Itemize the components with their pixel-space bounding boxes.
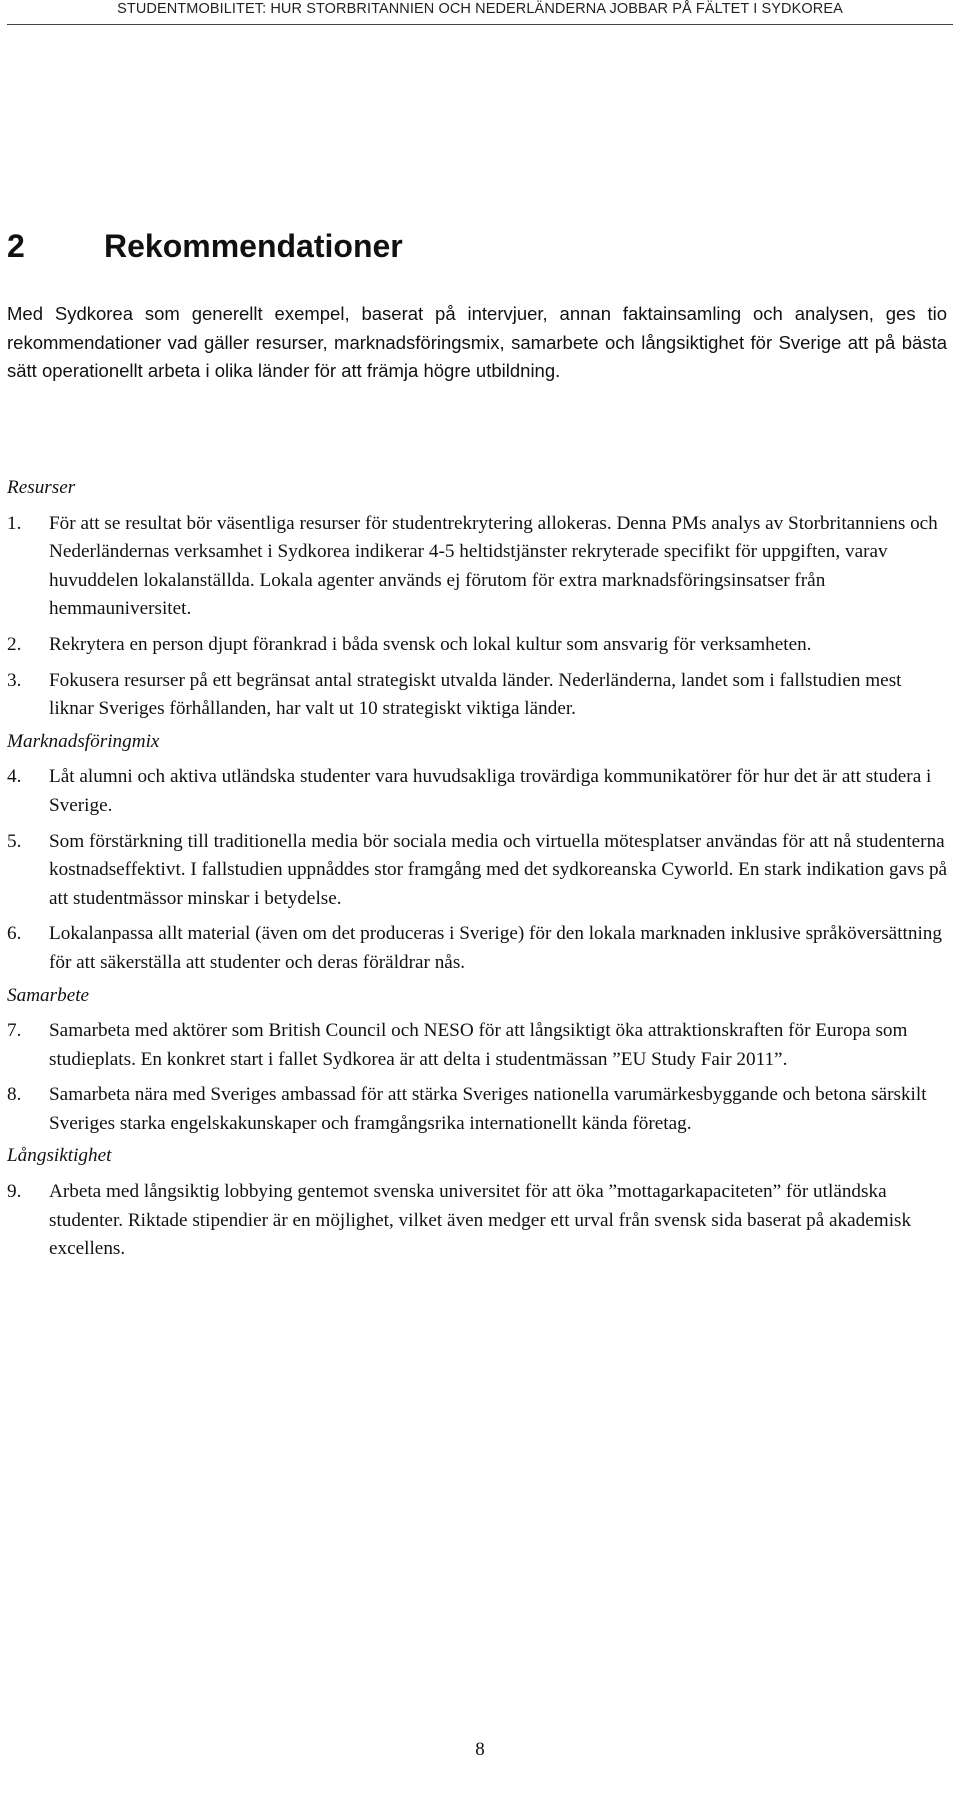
item-number: 9. bbox=[7, 1181, 22, 1203]
item-text: Låt alumni och aktiva utländska studenter vara huvudsakliga trovärdiga kommunikatörer för hur det är att studera i Sverige. bbox=[49, 766, 932, 816]
section-heading-samarbete: Samarbete bbox=[7, 984, 90, 1006]
running-header: STUDENTMOBILITET: HUR STORBRITANNIEN OCH NEDERLÄNDERNA JOBBAR PÅ FÄLTET I SYDKOREA bbox=[117, 1, 843, 17]
item-text: Rekrytera en person djupt förankrad i båda svensk och lokal kultur som ansvarig för verksamheten. bbox=[49, 633, 812, 655]
recommendation-item bbox=[7, 920, 951, 977]
recommendation-item bbox=[7, 828, 951, 914]
item-number: 8. bbox=[7, 1084, 22, 1106]
item-number: 6. bbox=[7, 923, 22, 945]
item-text: Lokalanpassa allt material (även om det produceras i Sverige) för den lokala marknaden inklusive språköversättning för att säkerställa att studenter och deras föräldrar nås. bbox=[49, 923, 942, 973]
item-number: 4. bbox=[7, 766, 22, 788]
chapter-heading bbox=[7, 228, 403, 265]
recommendation-item bbox=[7, 763, 951, 820]
recommendation-item bbox=[7, 510, 951, 624]
section-heading-resurser: Resurser bbox=[7, 477, 76, 498]
recommendation-item bbox=[7, 1178, 951, 1264]
item-text: Fokusera resurser på ett begränsat antal strategiskt utvalda länder. Nederländerna, landet som i fallstudien mest liknar Sveriges förhållanden, har valt ut 10 strategiskt viktiga länder. bbox=[49, 669, 902, 720]
item-number: 3. bbox=[7, 669, 22, 691]
item-text: Samarbeta med aktörer som British Council och NESO för att långsiktigt öka attraktionskraften för Europa som studieplats. En konkret start i fallet Sydkorea är att delta i studentmässan ”EU Study Fair 2011”. bbox=[49, 1020, 908, 1070]
recommendation-item bbox=[7, 631, 951, 660]
intro-paragraph: Med Sydkorea som generellt exempel, baserat på intervjuer, annan faktainsamling och analysen, ges tio rekommendationer vad gäller resurser, marknadsföringsmix, samarbete och långsiktighet för Sverige att på bästa sätt operationellt arbeta i olika länder för att främja högre utbildning. bbox=[7, 303, 947, 382]
item-number: 2. bbox=[7, 633, 22, 655]
recommendation-item bbox=[7, 667, 951, 724]
recommendation-item bbox=[7, 1017, 951, 1074]
section-heading-marknadsforingmix: Marknadsföringmix bbox=[7, 730, 160, 752]
chapter-title: Rekommendationer bbox=[104, 228, 403, 264]
chapter-number: 2 bbox=[7, 228, 25, 264]
item-text: För att se resultat bör väsentliga resurser för studentrekrytering allokeras. Denna PMs analys av Storbritanniens och Nederländernas verksamhet i Sydkorea indikerar 4-5 heltidstjänster rekryterade specifikt för uppgiften, varav huvuddelen lokalanställda. Lokala agenter används ej förutom för extra marknadsföringsinsatser från hemmauniversitet. bbox=[49, 512, 938, 620]
recommendation-item bbox=[7, 1081, 951, 1138]
item-text: Som förstärkning till traditionella media bör sociala media och virtuella mötesplatser användas för att nå studenterna kostnadseffektivt. I fallstudien uppnåddes stor framgång med det sydkoreanska Cyworld. En stark indikation gavs på att studentmässor minskar i betydelse. bbox=[49, 830, 948, 909]
page-number: 8 bbox=[475, 1739, 485, 1760]
recommendations bbox=[7, 474, 951, 1268]
header-rule bbox=[7, 24, 953, 25]
item-number: 7. bbox=[7, 1020, 22, 1042]
item-text: Samarbeta nära med Sveriges ambassad för att stärka Sveriges nationella varumärkesbyggande och betona särskilt Sveriges starka engelskakunskaper och framgångsrika internationellt kända företag. bbox=[49, 1084, 927, 1134]
item-number: 1. bbox=[7, 512, 22, 534]
section-heading-langsiktighet: Långsiktighet bbox=[7, 1145, 112, 1167]
item-text: Arbeta med långsiktig lobbying gentemot svenska universitet för att öka ”mottagarkapaciteten” för utländska studenter. Riktade stipendier är en möjlighet, vilket även medger ett urval från svensk sida baserat på akademisk excellens. bbox=[49, 1181, 912, 1260]
item-number: 5. bbox=[7, 830, 22, 852]
